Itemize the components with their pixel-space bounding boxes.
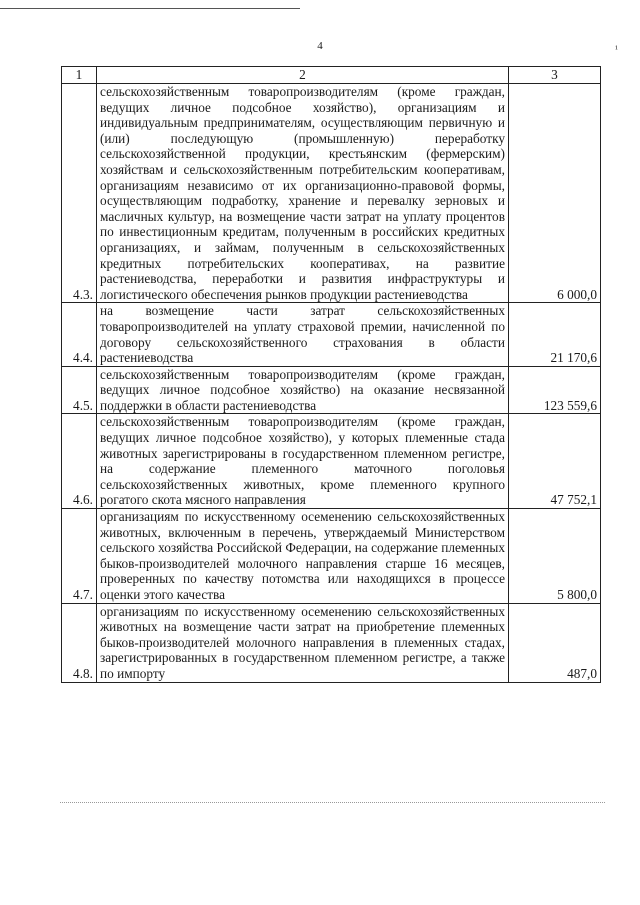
margin-mark: ¹ [615,44,618,55]
row-amount: 47 752,1 [509,414,601,509]
header-col-3: 3 [509,67,601,84]
table-row [62,366,601,414]
row-number: 4.8. [62,603,97,682]
row-amount: 6 000,0 [509,84,601,303]
table-row [62,603,601,682]
row-number: 4.7. [62,509,97,604]
budget-table [61,66,601,683]
row-number: 4.4. [62,303,97,366]
table-row [62,84,601,303]
table-row [62,509,601,604]
row-amount: 5 800,0 [509,509,601,604]
bottom-rule [60,802,605,803]
row-description: организациям по искусственному осеменению сельскохозяйственных животных, включенным в перечень, утверждаемый Министерством сельского хозяйства Российской Федерации, на содержание племенных быков-производителей молочного направления старше 16 месяцев, проверенных по качеству потомства или находящихся в процессе оценки этого качества [97,509,509,604]
top-rule [0,8,300,9]
row-description: сельскохозяйственным товаропроизводителям (кроме граждан, ведущих личное подсобное хозяйство) на оказание несвязанной поддержки в области растениеводства [97,366,509,414]
row-amount: 487,0 [509,603,601,682]
row-amount: 21 170,6 [509,303,601,366]
row-description: сельскохозяйственным товаропроизводителям (кроме граждан, ведущих личное подсобное хозяйство), организациям и индивидуальным предпринимателям, осуществляющим первичную и (или) последующую (промышленную) переработку сельскохозяйственной продукции, крестьянским (фермерским) хозяйствам и сельскохозяйственным потребительским кооперативам, организациям независимо от их организационно-правовой формы, осуществляющим подработку, хранение и перевалку зерновых и масличных культур, на возмещение части затрат на уплату процентов по инвестиционным кредитам, полученным в российских кредитных организациях, и займам, полученным в сельскохозяйственных кредитных потребительских кооперативах, на развитие растениеводства, переработки и развития инфраструктуры и логистического обеспечения рынков продукции растениеводства [97,84,509,303]
row-number: 4.3. [62,84,97,303]
row-description: сельскохозяйственным товаропроизводителям (кроме граждан, ведущих личное подсобное хозяйство), у которых племенные стада животных зарегистрированы в государственном племенном регистре, на содержание племенного маточного поголовья сельскохозяйственных животных, кроме племенного крупного рогатого скота мясного направления [97,414,509,509]
header-col-2: 2 [97,67,509,84]
row-description: организациям по искусственному осеменению сельскохозяйственных животных на возмещение части затрат на приобретение племенных быков-производителей молочного направления в племенных стадах, зарегистрированных в государственном племенном регистре, а также по импорту [97,603,509,682]
row-number: 4.6. [62,414,97,509]
row-description: на возмещение части затрат сельскохозяйственных товаропроизводителей на уплату страховой премии, начисленной по договору сельскохозяйственного страхования в области растениеводства [97,303,509,366]
table-row [62,303,601,366]
table-header-row [62,67,601,84]
page-number: 4 [317,40,323,52]
table-row [62,414,601,509]
row-amount: 123 559,6 [509,366,601,414]
header-col-1: 1 [62,67,97,84]
row-number: 4.5. [62,366,97,414]
